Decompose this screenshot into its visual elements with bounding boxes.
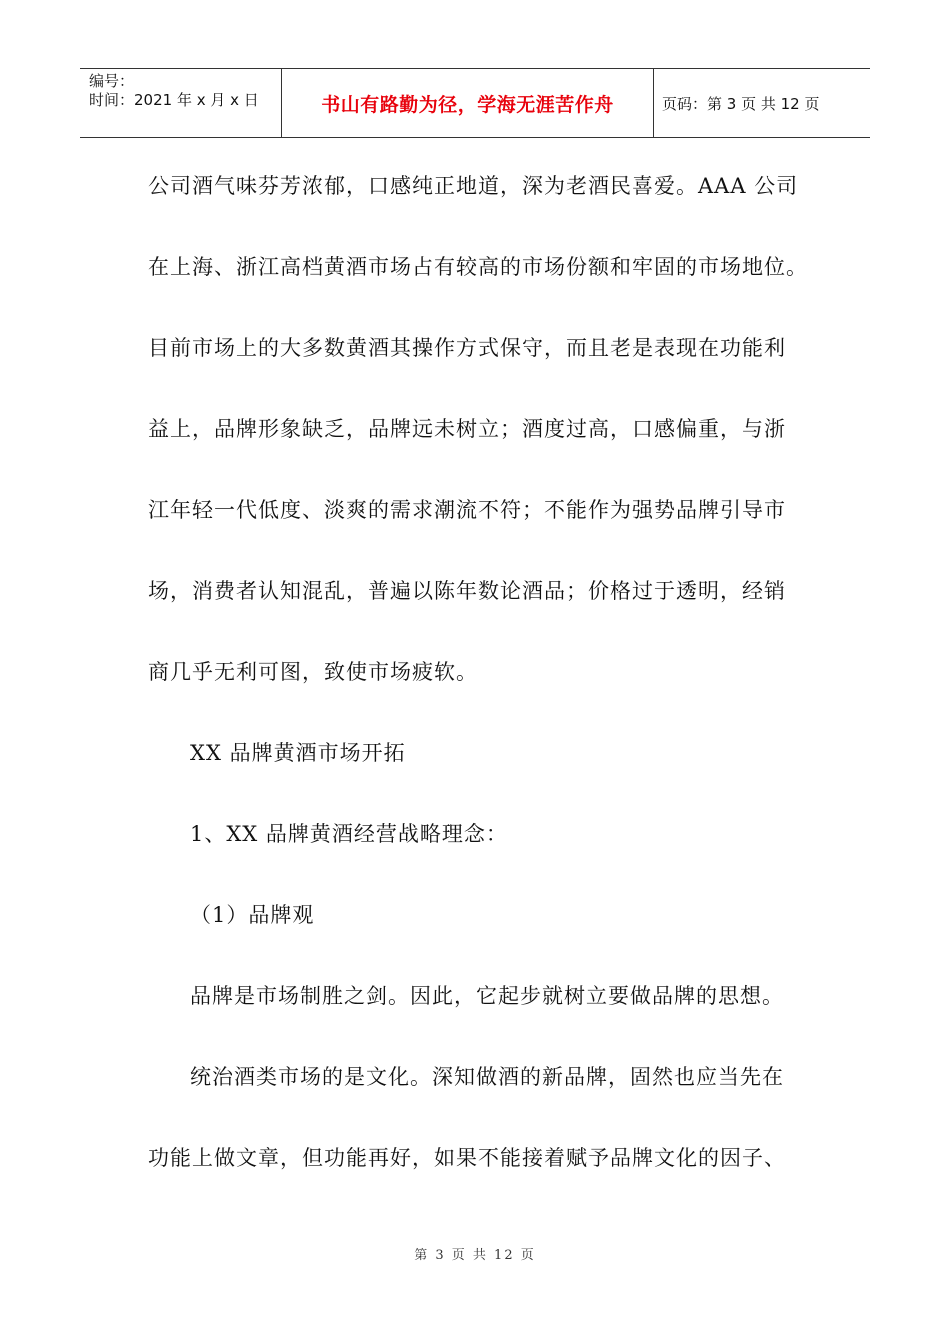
- subsection-heading: 1、XX 品牌黄酒经营战略理念：: [190, 822, 508, 846]
- header-time-label: 时间：2021 年 x 月 x 日: [89, 91, 259, 109]
- header-motto: 书山有路勤为径，学海无涯苦作舟: [282, 69, 654, 137]
- page-footer: 第 3 页 共 12 页: [414, 1248, 536, 1263]
- section-heading: XX 品牌黄酒市场开拓: [190, 741, 406, 765]
- header-meta: [80, 69, 282, 137]
- body-line: 场，消费者认知混乱，普遍以陈年数论酒品；价格过于透明，经销: [148, 579, 786, 603]
- body-line: 商几乎无利可图，致使市场疲软。: [148, 660, 478, 684]
- header-page-info: 页码：第 3 页 共 12 页: [662, 94, 820, 113]
- subsection-item-heading: （1）品牌观: [190, 903, 315, 927]
- body-line: 公司酒气味芬芳浓郁，口感纯正地道，深为老酒民喜爱。AAA 公司: [148, 174, 799, 198]
- page-header: [80, 68, 870, 138]
- body-line: 目前市场上的大多数黄酒其操作方式保守，而且老是表现在功能利: [148, 336, 786, 360]
- body-line: 江年轻一代低度、淡爽的需求潮流不符；不能作为强势品牌引导市: [148, 498, 786, 522]
- body-line: 在上海、浙江高档黄酒市场占有较高的市场份额和牢固的市场地位。: [148, 255, 808, 279]
- body-line: 统治酒类市场的是文化。深知做酒的新品牌，固然也应当先在: [190, 1065, 784, 1089]
- header-number-label: 编号：: [89, 72, 135, 90]
- body-line: 益上，品牌形象缺乏，品牌远未树立；酒度过高，口感偏重，与浙: [148, 417, 786, 441]
- body-line: 品牌是市场制胜之剑。因此，它起步就树立要做品牌的思想。: [190, 984, 784, 1008]
- document-body: [148, 146, 828, 1199]
- body-line: 功能上做文章，但功能再好，如果不能接着赋予品牌文化的因子、: [148, 1146, 786, 1170]
